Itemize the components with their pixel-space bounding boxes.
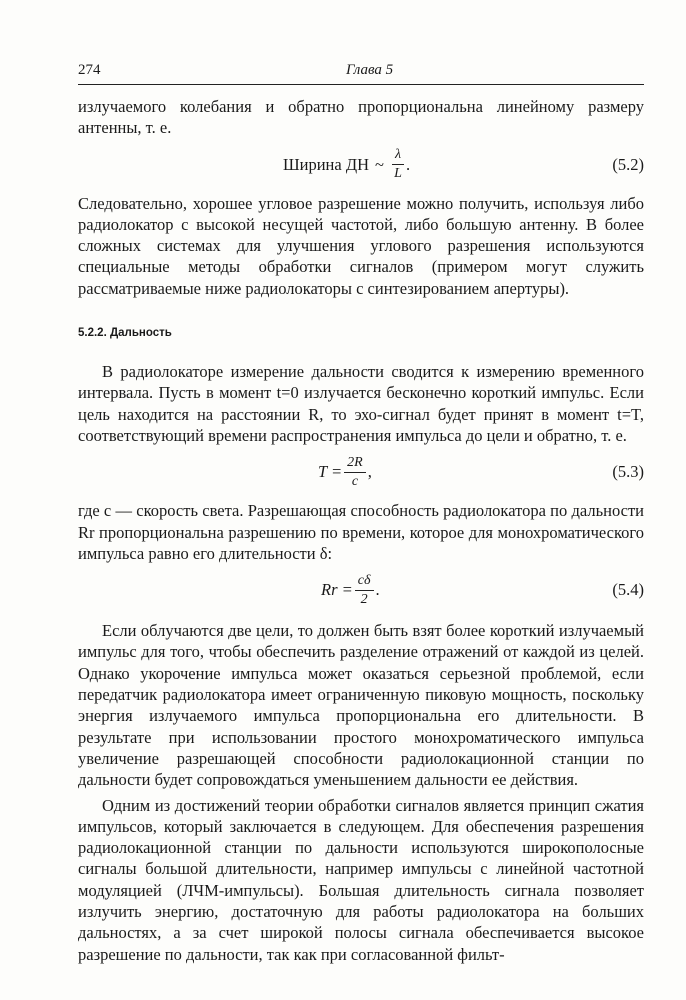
- eq-5-4-label: (5.4): [612, 580, 644, 600]
- eq-5-3-lhs: T =: [318, 462, 343, 482]
- eq-5-4-fraction: [355, 573, 374, 608]
- eq-5-4-numerator: cδ: [355, 573, 374, 591]
- eq-5-3-tail: ,: [367, 462, 372, 482]
- eq-5-2-fraction: [392, 147, 404, 182]
- page-body: [78, 96, 644, 965]
- eq-5-2-tail: .: [406, 154, 411, 174]
- eq-5-3-numerator: 2R: [344, 455, 366, 473]
- eq-5-2-lhs: Ширина ДН: [283, 154, 370, 174]
- eq-5-3-fraction: [344, 455, 366, 490]
- equation-5-4: [78, 566, 644, 614]
- eq-5-3-label: (5.3): [612, 462, 644, 482]
- equation-5-3: [78, 448, 644, 496]
- eq-5-4-denominator: 2: [360, 591, 368, 607]
- paragraph-2: Следовательно, хорошее угловое разрешение можно получить, используя либо радиолокатор с высокой несущей частотой, либо большую антенну. В более сложных системах для улучшения углового разрешения используются специальные методы обработки сигналов (примером могут служить рассматриваемые ниже радиолокаторы с синтезированием апертуры).: [78, 193, 644, 298]
- eq-5-3-denominator: c: [351, 473, 359, 489]
- eq-5-2-op: ~: [375, 154, 384, 174]
- paragraph-4: где c — скорость света. Разрешающая способность радиолокатора по дальности Rr пропорциональна разрешению по времени, которое для монохроматического импульса равно его длительности δ:: [78, 501, 644, 563]
- paragraph-3: В радиолокаторе измерение дальности сводится к измерению временного интервала. Пусть в момент t=0 излучается бесконечно короткий импульс. Если цель находится на расстоянии R, то эхо-сигнал будет принят в момент t=T, соответствующий времени распространения импульса до цели и обратно, т. е.: [78, 362, 644, 445]
- eq-5-2-numerator: λ: [392, 147, 404, 165]
- paragraph-1: излучаемого колебания и обратно пропорциональна линейному размеру антенны, т. е.: [78, 97, 644, 138]
- eq-5-2-label: (5.2): [612, 154, 644, 174]
- chapter-title: Глава 5: [346, 62, 394, 78]
- paragraph-6: Одним из достижений теории обработки сигналов является принцип сжатия импульсов, который заключается в следующем. Для обеспечения разрешения радиолокационной станции по дальности используются широкополосные сигналы большой длительности, например импульсы с линейной частотной модуляцией (ЛЧМ-импульсы). Большая длительность сигнала позволяет излучить энергию, достаточную для работы радиолокатора на больших дальностях, а за счет широкой полосы сигнала обеспечивается высокое разрешение по дальности, так как при согласованной фильт-: [78, 795, 644, 964]
- eq-5-4-lhs: Rr =: [321, 580, 353, 600]
- eq-5-4-tail: .: [375, 580, 380, 600]
- eq-5-2-denominator: L: [394, 166, 402, 182]
- paragraph-5: Если облучаются две цели, то должен быть взят более короткий излучаемый импульс для того, чтобы обеспечить разделение отражений от каждой из целей. Однако укорочение импульса может оказаться серьезной проблемой, если передатчик радиолокатора имеет ограниченную пиковую мощность, поскольку энергия излучаемого импульса пропорциональна его длительности. В результате при использовании простого монохроматического импульса увеличение разрешающей способности радиолокационной станции по дальности будет сопровождаться уменьшением дальности ее действия.: [78, 621, 644, 790]
- page-number: 274: [78, 62, 101, 78]
- equation-5-2: [78, 141, 644, 189]
- section-heading: 5.2.2. Дальность: [78, 327, 172, 340]
- running-header: [78, 62, 644, 85]
